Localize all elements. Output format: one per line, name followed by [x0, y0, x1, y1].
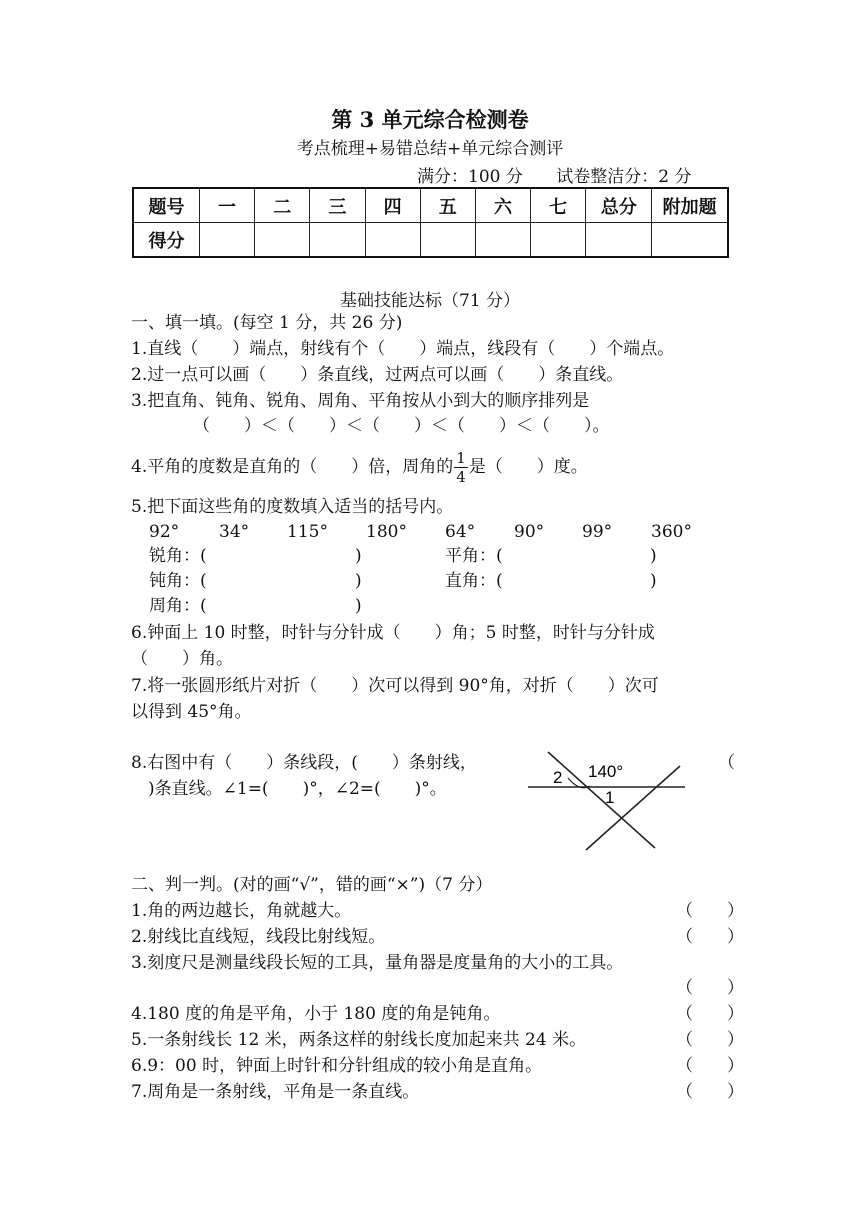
angle-value: 92°: [149, 522, 180, 542]
page-title: 第 3 单元综合检测卷: [331, 107, 529, 132]
judge-item: 7.周角是一条射线，平角是一条直线。: [131, 1082, 420, 1102]
obtuse-label: 钝角：(: [149, 571, 207, 591]
figure-label-140: 140°: [588, 762, 624, 781]
question-7: 7.将一张圆形纸片对折（ ）次可以得到 90°角，对折（ ）次可: [131, 676, 659, 696]
answer-paren[interactable]: （ ）: [676, 927, 744, 947]
question-1: 1.直线（ ）端点，射线有个（ ）端点，线段有（ ）个端点。: [131, 339, 675, 359]
table-cell: 五: [420, 188, 475, 223]
answer-paren[interactable]: （ ）: [676, 1082, 744, 1102]
angle-value: 64°: [445, 522, 476, 542]
score-input-cell[interactable]: [310, 223, 365, 258]
score-input-cell[interactable]: [586, 223, 652, 258]
fraction-denominator: 4: [456, 468, 466, 486]
table-cell: 总分: [586, 188, 652, 223]
table-cell: 二: [255, 188, 310, 223]
answer-paren[interactable]: （ ）: [676, 978, 744, 998]
judge-item: 6.9：00 时，钟面上时针和分针组成的较小角是直角。: [131, 1056, 543, 1076]
answer-paren[interactable]: （ ）: [676, 901, 744, 921]
close-paren: ): [355, 546, 362, 566]
question-8: 8.右图中有（ ）条线段，( ）条射线，: [131, 753, 477, 773]
right-label: 直角：(: [445, 571, 503, 591]
figure-label-1: 1: [605, 788, 615, 807]
answer-paren[interactable]: （ ）: [676, 1056, 744, 1076]
angle-value: 34°: [219, 522, 250, 542]
score-input-cell[interactable]: [531, 223, 586, 258]
judge-item: 4.180 度的角是平角，小于 180 度的角是钝角。: [131, 1004, 501, 1024]
angle-value: 115°: [287, 522, 328, 542]
table-cell: 七: [531, 188, 586, 223]
question-3-blanks: （ ）＜（ ）＜（ ）＜（ ）＜（ ）。: [193, 416, 610, 436]
answer-paren[interactable]: （ ）: [676, 1004, 744, 1024]
score-input-cell[interactable]: [199, 223, 254, 258]
score-table-score-row: [133, 223, 728, 258]
table-cell: 附加题: [652, 188, 728, 223]
question-5: 5.把下面这些角的度数填入适当的括号内。: [131, 497, 454, 517]
question-4-text-a: 4.平角的度数是直角的（ ）倍，周角的: [131, 457, 454, 477]
table-cell: 得分: [133, 223, 199, 258]
question-4: [131, 448, 588, 486]
angle-value: 99°: [582, 522, 613, 542]
close-paren: ): [650, 546, 657, 566]
question-3: 3.把直角、钝角、锐角、周角、平角按从小到大的顺序排列是: [131, 391, 590, 411]
close-paren: ): [650, 571, 657, 591]
straight-label: 平角：(: [445, 546, 503, 566]
question-2: 2.过一点可以画（ ）条直线，过两点可以画（ ）条直线。: [131, 365, 624, 385]
question-8-cont: )条直线。∠1=( )°，∠2=( )°。: [131, 779, 447, 799]
question-6-cont: （ ）角。: [131, 649, 233, 669]
close-paren: ): [355, 596, 362, 616]
part1-heading: 一、填一填。(每空 1 分，共 26 分): [131, 313, 403, 333]
close-paren: ): [355, 571, 362, 591]
section-heading: 基础技能达标（71 分）: [339, 291, 521, 311]
score-input-cell[interactable]: [475, 223, 530, 258]
question-8-paren: （: [718, 753, 735, 773]
question-6: 6.钟面上 10 时整，时针与分针成（ ）角；5 时整，时针与分针成: [131, 623, 655, 643]
angle-value: 90°: [514, 522, 545, 542]
table-cell: 一: [199, 188, 254, 223]
lines-figure: [520, 748, 690, 858]
acute-label: 锐角：(: [149, 546, 207, 566]
fraction-numerator: 1: [456, 449, 466, 467]
fraction: [454, 449, 468, 486]
score-table-header-row: [133, 188, 728, 223]
angle-value: 180°: [366, 522, 407, 542]
angle-value: 360°: [651, 522, 692, 542]
table-cell: 三: [310, 188, 365, 223]
answer-paren[interactable]: （ ）: [676, 1030, 744, 1050]
page-subtitle: 考点梳理+易错总结+单元综合测评: [296, 139, 564, 159]
score-input-cell[interactable]: [420, 223, 475, 258]
question-4-text-b: 是（ ）度。: [468, 457, 588, 477]
judge-item: 2.射线比直线短，线段比射线短。: [131, 927, 386, 947]
full-score: 满分：100 分: [417, 167, 523, 187]
table-cell: 题号: [133, 188, 199, 223]
judge-item: 5.一条射线长 12 米，两条这样的射线长度加起来共 24 米。: [131, 1030, 587, 1050]
round-label: 周角：(: [149, 596, 207, 616]
question-7-cont: 以得到 45°角。: [131, 702, 252, 722]
score-info: [417, 162, 692, 187]
judge-item: 3.刻度尺是测量线段长短的工具，量角器是度量角的大小的工具。: [131, 953, 624, 973]
table-cell: 六: [475, 188, 530, 223]
score-input-cell[interactable]: [652, 223, 728, 258]
score-table: [132, 187, 729, 258]
table-cell: 四: [365, 188, 420, 223]
figure-label-2: 2: [553, 768, 563, 787]
judge-item: 1.角的两边越长，角就越大。: [131, 901, 352, 921]
neat-score: 试卷整洁分：2 分: [556, 167, 692, 187]
score-input-cell[interactable]: [255, 223, 310, 258]
part2-heading: 二、判一判。(对的画“√”，错的画“×”)（7 分）: [131, 875, 493, 895]
score-input-cell[interactable]: [365, 223, 420, 258]
